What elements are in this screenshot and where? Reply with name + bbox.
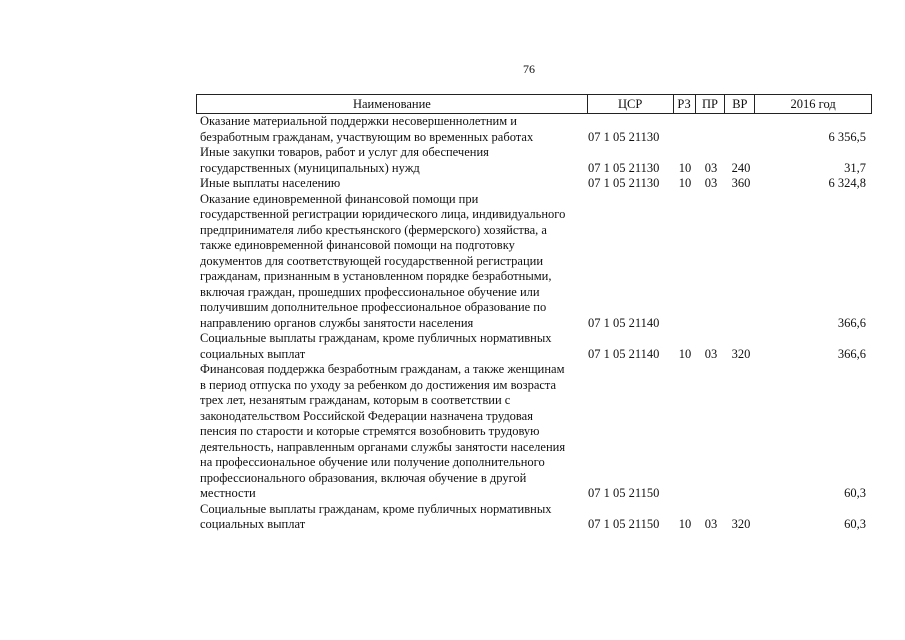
row-name-line: документов для соответствующей государственной регистрации (200, 253, 544, 268)
row-csr: 07 1 05 21140 (588, 346, 660, 361)
row-name (196, 145, 588, 176)
row-vr: 320 (731, 346, 751, 361)
row-name-line: государственных (муниципальных) нужд (200, 160, 420, 175)
row-sum: 6 356,5 (828, 129, 866, 144)
row-name-line: включая граждан, прошедших профессиональное обучение или (200, 284, 540, 299)
header-sum: 2016 год (790, 96, 836, 111)
row-rz: 10 (678, 160, 692, 175)
row-vr: 240 (731, 160, 751, 175)
row-name (196, 176, 588, 192)
row-name-line: Финансовая поддержка безработным гражданам, а также женщинам (200, 362, 565, 376)
budget-table (196, 94, 872, 533)
row-name-line: государственной регистрации юридического лица, индивидуального (200, 207, 566, 221)
row-vr: 360 (731, 176, 751, 190)
row-name (196, 114, 588, 145)
header-pr: ПР (696, 95, 726, 113)
row-csr: 07 1 05 21130 (588, 129, 660, 144)
table-body (196, 114, 872, 533)
row-name-line: Иные закупки товаров, работ и услуг для обеспечения (200, 145, 489, 159)
row-sum: 366,6 (837, 315, 866, 330)
row-name-line: безработным гражданам, участвующим во временных работах (200, 129, 534, 144)
row-name-line: профессионального образования, включая обучение в другой (200, 470, 527, 485)
row-name-line: в период отпуска по уходу за ребенком до достижения им возраста (200, 377, 557, 392)
row-rz: 10 (678, 176, 692, 190)
header-csr: ЦСР (588, 95, 674, 113)
row-name (196, 362, 588, 502)
row-name-line: Социальные выплаты гражданам, кроме публичных нормативных (200, 501, 552, 516)
row-csr: 07 1 05 21140 (588, 315, 660, 330)
row-name-line: социальных выплат (200, 517, 306, 531)
row-rz: 10 (678, 346, 692, 361)
row-name-line: местности (200, 486, 256, 500)
table-row (196, 176, 872, 192)
row-pr: 03 (704, 346, 718, 361)
row-sum: 60,3 (844, 486, 866, 500)
row-name-line: предпринимателя либо крестьянского (фермерского) хозяйства, а (200, 222, 547, 237)
row-csr: 07 1 05 21130 (588, 160, 660, 175)
table-row (196, 114, 872, 145)
row-name-line: Социальные выплаты гражданам, кроме публичных нормативных (200, 331, 552, 345)
row-name-line: на профессиональное обучение или получение дополнительного (200, 455, 545, 469)
row-csr: 07 1 05 21150 (588, 486, 660, 500)
row-name-line: направлению органов службы занятости населения (200, 315, 474, 330)
table-row (196, 145, 872, 176)
row-name-line: получившим дополнительное профессиональное образование по (200, 300, 547, 314)
header-name: Наименование (197, 95, 588, 113)
table-row (196, 331, 872, 362)
row-name-line: пенсия по старости и которые стремятся возобновить трудовую (200, 424, 540, 438)
table-row (196, 502, 872, 533)
row-pr: 03 (704, 517, 718, 531)
row-name-line: гражданам, признанным в установленном порядке безработными, (200, 269, 552, 283)
table-row (196, 362, 872, 502)
row-name-line: Иные выплаты населению (200, 176, 341, 190)
row-name-line: законодательством Российской Федерации назначена трудовая (200, 408, 533, 423)
row-sum: 60,3 (844, 517, 866, 531)
row-name (196, 331, 588, 362)
page-number: 76 (523, 62, 535, 76)
row-pr: 03 (704, 176, 718, 190)
row-name-line: Оказание единовременной финансовой помощи при (200, 191, 479, 206)
table-row (196, 192, 872, 332)
row-name (196, 502, 588, 533)
row-name-line: социальных выплат (200, 346, 306, 361)
row-csr: 07 1 05 21150 (588, 517, 660, 531)
row-name-line: Оказание материальной поддержки несовершеннолетним и (200, 114, 517, 128)
row-name-line: деятельность, направленным органами службы занятости населения (200, 439, 566, 454)
row-rz: 10 (678, 517, 692, 531)
row-name (196, 192, 588, 332)
row-vr: 320 (731, 517, 751, 531)
row-name-line: трех лет, незанятым гражданам, которым в соответствии с (200, 393, 511, 407)
row-pr: 03 (704, 160, 718, 175)
table-header (196, 94, 872, 114)
header-vr: ВР (725, 95, 755, 113)
row-sum: 6 324,8 (828, 176, 866, 190)
header-rz: РЗ (674, 95, 696, 113)
row-csr: 07 1 05 21130 (588, 176, 660, 190)
row-name-line: также единовременной финансовой помощи на подготовку (200, 238, 515, 252)
row-sum: 31,7 (844, 160, 866, 175)
row-sum: 366,6 (837, 346, 866, 361)
